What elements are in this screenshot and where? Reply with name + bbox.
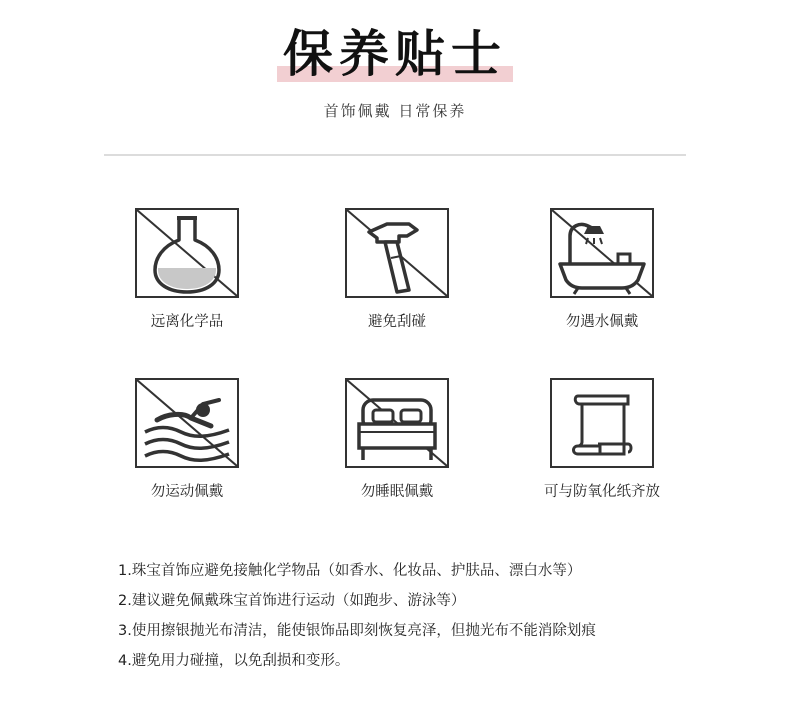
tip-label-chemicals: 远离化学品 [150, 314, 224, 330]
tip-label-water: 勿遇水佩戴 [565, 314, 639, 330]
paper-scroll-icon [550, 378, 654, 468]
page-title [277, 22, 513, 86]
care-note-4: 4.避免用力碰撞，以免刮损和变形。 [118, 653, 350, 669]
bathtub-shower-icon [550, 208, 654, 298]
tip-label-paper: 可与防氧化纸齐放 [544, 484, 660, 500]
tip-label-scratch: 避免刮碰 [368, 314, 426, 330]
flask-icon [135, 208, 239, 298]
care-note-3: 3.使用擦银抛光布清洁，能使银饰品即刻恢复亮泽，但抛光布不能消除划痕 [118, 623, 596, 639]
bed-icon [345, 378, 449, 468]
swimmer-icon-graphic [137, 380, 237, 466]
care-note-1: 1.珠宝首饰应避免接触化学物品（如香水、化妆品、护肤品、漂白水等） [118, 563, 582, 579]
care-note-2: 2.建议避免佩戴珠宝首饰进行运动（如跑步、游泳等） [118, 593, 466, 609]
bed-icon-graphic [347, 380, 447, 466]
page-title-text: 保养贴士 [283, 25, 507, 83]
swimmer-icon [135, 378, 239, 468]
bathtub-icon-graphic [552, 210, 652, 296]
header-divider [104, 154, 686, 156]
care-notes [118, 556, 718, 676]
tip-label-sleep: 勿睡眠佩戴 [360, 484, 434, 500]
flask-icon-graphic [137, 210, 237, 296]
hammer-icon [345, 208, 449, 298]
hammer-icon-graphic [347, 210, 447, 296]
tip-label-sport: 勿运动佩戴 [150, 484, 224, 500]
title-wrapper [0, 22, 790, 86]
page-subtitle: 首饰佩戴 日常保养 [323, 102, 467, 120]
paper-icon-graphic [552, 380, 652, 466]
